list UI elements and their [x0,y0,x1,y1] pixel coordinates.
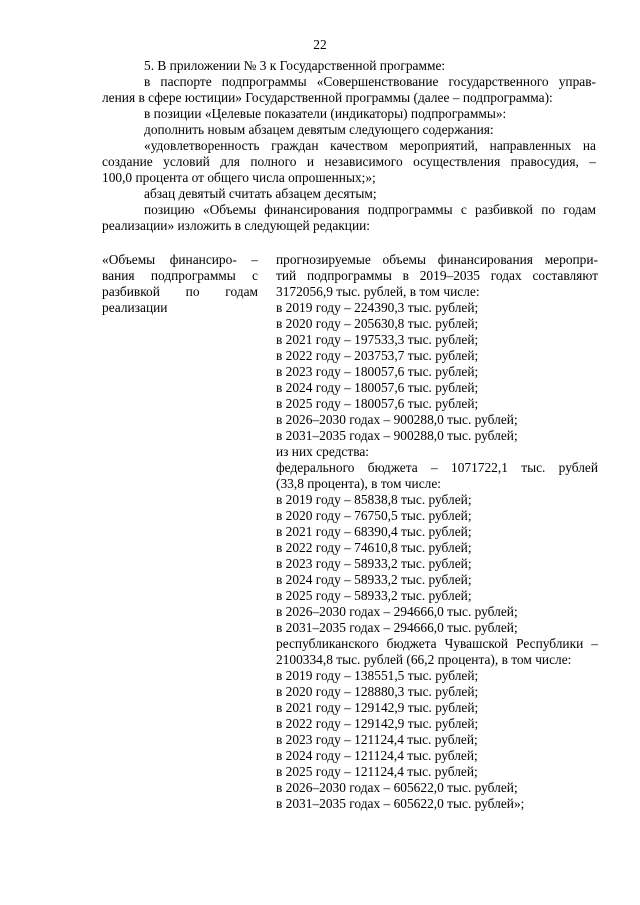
value-line: в 2019 году – 138551,5 тыс. рублей; [276,668,479,683]
paragraph-line: реализации» изложить в следующей редакции: [102,218,370,233]
value-line: в 2021 году – 197533,3 тыс. рублей; [276,332,479,347]
value-line: 2100334,8 тыс. рублей (66,2 процента), в том числе: [276,652,572,667]
value-line: в 2026–2030 годах – 294666,0 тыс. рублей; [276,604,518,619]
value-line: в 2031–2035 годах – 605622,0 тыс. рублей»; [276,796,525,811]
value-line: в 2021 году – 68390,4 тыс. рублей; [276,524,472,539]
value-line: в 2022 году – 74610,8 тыс. рублей; [276,540,472,555]
value-line: 3172056,9 тыс. рублей, в том числе: [276,284,480,299]
paragraph-line: позицию «Объемы финансирования подпрограммы с разбивкой по годам [144,202,596,217]
paragraph-line: в паспорте подпрограммы «Совершенствование государственного управ- [144,74,596,89]
label-line: вания подпрограммы с [102,268,258,283]
paragraph-line: в позиции «Целевые показатели (индикаторы) подпрограммы»: [144,106,507,121]
label-line: разбивкой по годам [102,284,258,299]
label-line: реализации [102,300,168,315]
value-line: прогнозируемые объемы финансирования меропри- [276,252,598,267]
table-value-cell [276,252,598,812]
paragraph-line: абзац девятый считать абзацем десятым; [144,186,377,201]
value-line: в 2031–2035 годах – 294666,0 тыс. рублей; [276,620,518,635]
value-line: в 2020 году – 205630,8 тыс. рублей; [276,316,479,331]
paragraph-line: дополнить новым абзацем девятым следующего содержания: [144,122,494,137]
page-number: 22 [313,37,327,52]
value-line: в 2023 году – 58933,2 тыс. рублей; [276,556,472,571]
value-line: в 2020 году – 76750,5 тыс. рублей; [276,508,472,523]
value-line: в 2026–2030 годах – 900288,0 тыс. рублей; [276,412,518,427]
value-line: из них средства: [276,444,370,459]
value-line: в 2022 году – 129142,9 тыс. рублей; [276,716,479,731]
paragraph-line: создание условий для полного и независимого осуществления правосудия, – [102,154,596,169]
value-line: в 2024 году – 121124,4 тыс. рублей; [276,748,478,763]
value-line: в 2023 году – 180057,6 тыс. рублей; [276,364,479,379]
value-line: в 2022 году – 203753,7 тыс. рублей; [276,348,479,363]
paragraph-line: 100,0 процента от общего числа опрошенных;»; [102,170,376,185]
value-line: в 2031–2035 годах – 900288,0 тыс. рублей; [276,428,518,443]
value-line: республиканского бюджета Чувашской Республики – [276,636,598,651]
value-line: в 2019 году – 85838,8 тыс. рублей; [276,492,472,507]
value-line: в 2024 году – 180057,6 тыс. рублей; [276,380,479,395]
value-line: в 2021 году – 129142,9 тыс. рублей; [276,700,479,715]
value-line: тий подпрограммы в 2019–2035 годах составляют [276,268,598,283]
value-line: в 2024 году – 58933,2 тыс. рублей; [276,572,472,587]
intro-text [102,58,596,234]
value-line: в 2025 году – 121124,4 тыс. рублей; [276,764,478,779]
value-line: в 2025 году – 180057,6 тыс. рублей; [276,396,479,411]
value-line: в 2025 году – 58933,2 тыс. рублей; [276,588,472,603]
value-line: в 2026–2030 годах – 605622,0 тыс. рублей; [276,780,518,795]
paragraph-line: ления в сфере юстиции» Государственной программы (далее – подпрограмма): [102,90,553,105]
paragraph-line: 5. В приложении № 3 к Государственной программе: [144,58,446,73]
table-label-cell [102,252,258,316]
paragraph-line: «удовлетворенность граждан качеством мероприятий, направленных на [144,138,596,153]
value-line: в 2020 году – 128880,3 тыс. рублей; [276,684,479,699]
value-line: в 2023 году – 121124,4 тыс. рублей; [276,732,478,747]
value-line: федерального бюджета – 1071722,1 тыс. рублей [276,460,598,475]
value-line: (33,8 процента), в том числе: [276,476,441,491]
label-line: «Объемы финансиро- – [102,252,258,267]
value-line: в 2019 году – 224390,3 тыс. рублей; [276,300,479,315]
